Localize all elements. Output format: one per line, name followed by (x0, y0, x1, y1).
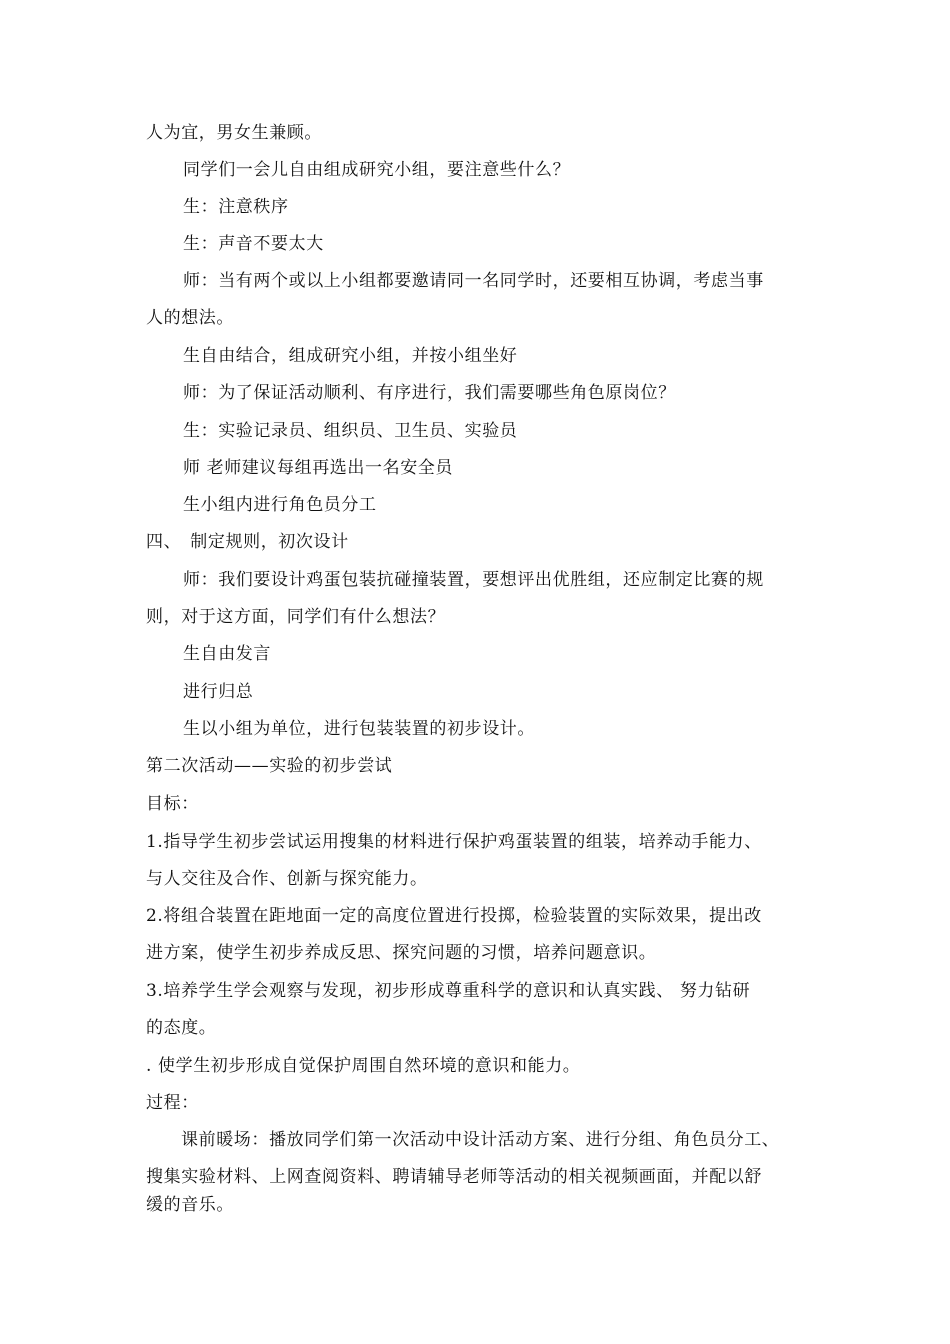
goals-label: 目标： (146, 794, 199, 814)
text-line: 则，对于这方面，同学们有什么想法？ (146, 607, 446, 627)
text-line: 生以小组为单位，进行包装装置的初步设计。 (183, 719, 535, 739)
goal-item: 2.将组合装置在距地面一定的高度位置进行投掷，检验装置的实际效果，提出改 (146, 906, 762, 926)
text-line: 师 老师建议每组再选出一名安全员 (183, 458, 454, 478)
text-line: 与人交往及合作、创新与探究能力。 (146, 869, 428, 889)
text-line: 缓的音乐。 (146, 1195, 234, 1215)
text-line: 师：我们要设计鸡蛋包装抗碰撞装置，要想评出优胜组，还应制定比赛的规 (183, 570, 764, 590)
text-line: 生：注意秩序 (183, 197, 289, 217)
text-line: 搜集实验材料、上网查阅资料、聘请辅导老师等活动的相关视频画面，并配以舒 (146, 1167, 762, 1187)
goal-item: . 使学生初步形成自觉保护周围自然环境的意识和能力。 (146, 1056, 581, 1076)
process-label: 过程： (146, 1093, 199, 1113)
text-line: 同学们一会儿自由组成研究小组，要注意些什么？ (183, 160, 571, 180)
goal-item: 1.指导学生初步尝试运用搜集的材料进行保护鸡蛋装置的组装，培养动手能力、 (146, 832, 762, 852)
text-line: 生：实验记录员、组织员、卫生员、实验员 (183, 421, 518, 441)
section-heading: 四、 制定规则，初次设计 (146, 532, 349, 552)
text-line: 生小组内进行角色员分工 (183, 495, 377, 515)
text-line: 师：当有两个或以上小组都要邀请同一名同学时，还要相互协调，考虑当事 (183, 271, 764, 291)
text-line: 进方案，使学生初步养成反思、探究问题的习惯，培养问题意识。 (146, 943, 657, 963)
text-line: 生自由结合，组成研究小组，并按小组坐好 (183, 346, 518, 366)
text-line: 进行归总 (183, 682, 254, 702)
text-line: 课前暖场：播放同学们第一次活动中设计活动方案、进行分组、角色员分工、 (181, 1130, 780, 1150)
activity-heading: 第二次活动——实验的初步尝试 (146, 756, 393, 776)
text-line: 的态度。 (146, 1018, 217, 1038)
text-line: 人的想法。 (146, 308, 234, 328)
text-line: 师：为了保证活动顺利、有序进行，我们需要哪些角色原岗位？ (183, 383, 676, 403)
text-line: 生自由发言 (183, 644, 271, 664)
goal-item: 3.培养学生学会观察与发现，初步形成尊重科学的意识和认真实践、 努力钻研 (146, 981, 751, 1001)
text-line: 人为宜，男女生兼顾。 (146, 123, 322, 143)
text-line: 生：声音不要太大 (183, 234, 324, 254)
